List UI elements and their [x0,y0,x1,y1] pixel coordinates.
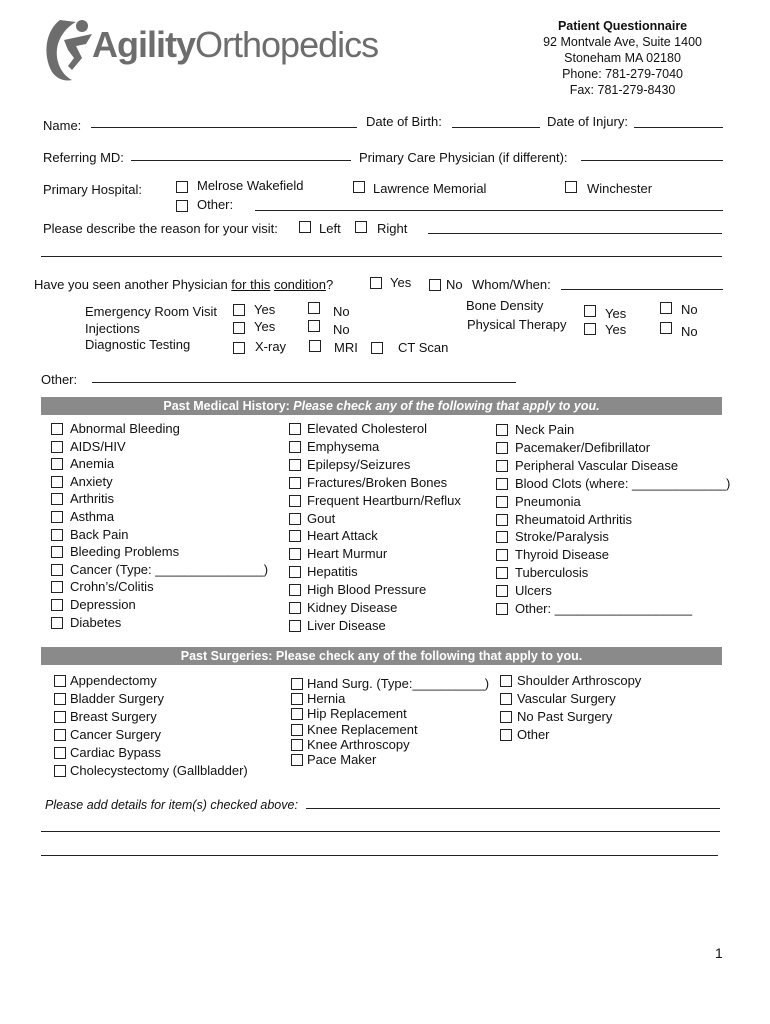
pmh-checkbox-diabetes[interactable] [51,617,63,629]
doi-label: Date of Injury: [547,114,628,129]
seen-yes-checkbox[interactable] [370,277,382,289]
pmh-checkbox-emphysema[interactable] [289,441,301,453]
pmh-checkbox-hepatitis[interactable] [289,566,301,578]
bone-density-label: Bone Density [466,298,544,313]
ct-scan-label: CT Scan [398,340,449,355]
surgery-label: Hernia [307,691,346,707]
pmh-checkbox-cancer-type[interactable] [51,564,63,576]
hospital-other-checkbox[interactable] [176,200,188,212]
phone: Phone: 781-279-7040 [562,67,683,81]
hospital-melrose-checkbox[interactable] [176,181,188,193]
xray-checkbox[interactable] [233,342,245,354]
pmh-checkbox-neck-pain[interactable] [496,424,508,436]
pmh-label: Anxiety [70,473,113,489]
pmh-label: Other: ___________________ [515,601,693,616]
pmh-label: Stroke/Paralysis [515,529,609,545]
pmh-label: Fractures/Broken Bones [307,474,448,490]
pmh-checkbox-other[interactable] [496,603,508,615]
dob-field[interactable] [452,127,540,128]
surgery-checkbox-pace-maker[interactable] [291,754,303,766]
bone-density-no-label: No [681,302,698,317]
surgery-label: Hip Replacement [307,706,407,722]
surgery-checkbox-shoulder-arthroscopy[interactable] [500,675,512,687]
hospital-winchester-checkbox[interactable] [565,181,577,193]
pmh-label: Bleeding Problems [70,544,180,560]
pmh-label: Elevated Cholesterol [307,421,427,436]
er-yes-checkbox[interactable] [233,304,245,316]
pmh-checkbox-anxiety[interactable] [51,476,63,488]
details-field-2[interactable] [41,831,720,832]
injections-yes-label: Yes [254,319,276,334]
clinic-header [543,18,702,98]
bone-density-yes-label: Yes [605,306,627,321]
whom-when-label: Whom/When: [472,277,551,292]
pmh-label: Rheumatoid Arthritis [515,511,633,527]
pmh-label: Frequent Heartburn/Reflux [307,492,461,508]
pt-yes-checkbox[interactable] [584,323,596,335]
pmh-checkbox-frequent-heartburn-reflux[interactable] [289,495,301,507]
hospital-lawrence-checkbox[interactable] [353,181,365,193]
surgery-label: No Past Surgery [517,709,613,724]
injections-yes-checkbox[interactable] [233,322,245,334]
er-label: Emergency Room Visit [85,304,217,319]
pmh-label: Peripheral Vascular Disease [515,457,679,473]
name-label: Name: [43,118,82,133]
pcp-field[interactable] [581,160,723,161]
pmh-label: Thyroid Disease [515,547,609,563]
referring-md-field[interactable] [131,160,351,161]
pmh-label: High Blood Pressure [307,582,427,598]
pmh-checkbox-depression[interactable] [51,599,63,611]
pmh-checkbox-blood-clots-where[interactable] [496,478,508,490]
ct-scan-checkbox[interactable] [371,342,383,354]
pmh-label: Pneumonia [515,493,581,509]
reason-left-label: Left [319,221,341,236]
diagnostic-label: Diagnostic Testing [85,337,191,352]
pmh-checkbox-high-blood-pressure[interactable] [289,584,301,596]
details-field-1[interactable] [306,808,720,809]
pmh-checkbox-ulcers[interactable] [496,585,508,597]
pmh-checkbox-bleeding-problems[interactable] [51,546,63,558]
bone-density-yes-checkbox[interactable] [584,305,596,317]
logo-wordmark: AgilityOrthopedics [92,24,379,65]
surgery-label: Breast Surgery [70,709,157,724]
seen-no-label: No [446,277,463,292]
pmh-checkbox-arthritis[interactable] [51,493,63,505]
pmh-label: Depression [70,597,136,612]
pmh-checkbox-asthma[interactable] [51,511,63,523]
pmh-checkbox-pneumonia[interactable] [496,496,508,508]
pmh-label: Heart Attack [307,528,378,544]
pmh-label: Blood Clots (where: _____________) [515,475,731,491]
pmh-header-bar: Past Medical History: Please check any of the following that apply to you. [41,397,722,415]
surgery-label: Appendectomy [70,673,157,688]
mri-checkbox[interactable] [309,340,321,352]
pmh-label: Epilepsy/Seizures [307,456,411,472]
surgery-checkbox-cholecystectomy-gallbladder[interactable] [54,765,66,777]
pmh-label: Neck Pain [515,422,575,437]
page-number: 1 [715,945,723,961]
seen-physician-question: Have you seen another Physician for this condition? [34,277,334,292]
surgery-checkbox-cancer-surgery[interactable] [54,729,66,741]
referring-md-label: Referring MD: [43,150,124,165]
er-no-checkbox[interactable] [308,302,320,314]
fax: Fax: 781-279-8430 [569,83,676,97]
pmh-label: Liver Disease [307,617,386,633]
surgery-checkbox-breast-surgery[interactable] [54,711,66,723]
pmh-label: Kidney Disease [307,600,398,615]
pmh-label: Asthma [70,509,115,524]
pmh-checkbox-fractures-broken-bones[interactable] [289,477,301,489]
pmh-checkbox-aids-hiv[interactable] [51,441,63,453]
surgery-label: Knee Arthroscopy [307,736,410,752]
er-yes-label: Yes [254,302,276,317]
pmh-label: Tuberculosis [515,565,589,581]
surgery-checkbox-hip-replacement[interactable] [291,708,303,720]
reason-right-checkbox[interactable] [355,221,367,233]
pmh-label: Abnormal Bleeding [70,421,180,436]
pmh-label: Diabetes [70,614,122,630]
address-line-2: Stoneham MA 02180 [564,51,681,65]
surgery-label: Cardiac Bypass [70,745,162,760]
surgery-checkbox-hand-surg-type[interactable] [291,678,303,690]
pmh-label: Emphysema [307,438,380,454]
surgery-checkbox-hernia[interactable] [291,693,303,705]
pmh-checkbox-stroke-paralysis[interactable] [496,531,508,543]
surgeries-header-bar: Past Surgeries: Please check any of the following that apply to you. [41,647,722,665]
pmh-checkbox-heart-murmur[interactable] [289,548,301,560]
reason-left-checkbox[interactable] [299,221,311,233]
surgery-checkbox-other[interactable] [500,729,512,741]
pmh-checkbox-epilepsy-seizures[interactable] [289,459,301,471]
hospital-other-field[interactable] [255,210,723,211]
pmh-label: Anemia [70,456,115,472]
pmh-checkbox-pacemaker-defibrillator[interactable] [496,442,508,454]
reason-field[interactable] [428,233,722,234]
form-title: Patient Questionnaire [557,19,688,33]
pmh-checkbox-back-pain[interactable] [51,529,63,541]
pmh-checkbox-abnormal-bleeding[interactable] [51,423,63,435]
injections-no-label: No [333,322,350,337]
surgery-label: Hand Surg. (Type:__________) [307,676,490,691]
injections-no-checkbox[interactable] [308,320,320,332]
pmh-checkbox-crohn-s-colitis[interactable] [51,581,63,593]
surgery-label: Bladder Surgery [70,691,164,706]
surgery-checkbox-cardiac-bypass[interactable] [54,747,66,759]
pmh-label: Arthritis [70,491,115,507]
pmh-label: Back Pain [70,526,129,542]
pmh-checkbox-elevated-cholesterol[interactable] [289,423,301,435]
er-no-label: No [333,304,350,319]
pmh-label: AIDS/HIV [70,438,126,454]
pmh-label: Hepatitis [307,564,358,580]
pt-no-label: No [681,324,698,339]
pmh-checkbox-tuberculosis[interactable] [496,567,508,579]
pmh-checkbox-rheumatoid-arthritis[interactable] [496,514,508,526]
other-field[interactable] [92,382,516,383]
surgery-checkbox-knee-replacement[interactable] [291,724,303,736]
pt-yes-label: Yes [605,322,627,337]
injections-label: Injections [85,321,140,336]
pmh-label: Ulcers [515,583,552,599]
pmh-checkbox-gout[interactable] [289,513,301,525]
pmh-label: Gout [307,510,336,526]
pmh-checkbox-heart-attack[interactable] [289,530,301,542]
bone-density-no-checkbox[interactable] [660,302,672,314]
pmh-checkbox-thyroid-disease[interactable] [496,549,508,561]
pmh-checkbox-kidney-disease[interactable] [289,602,301,614]
pmh-checkbox-anemia[interactable] [51,458,63,470]
physical-therapy-label: Physical Therapy [467,317,567,332]
reason-right-label: Right [377,221,408,236]
surgery-label: Other [517,727,550,742]
pmh-checkbox-peripheral-vascular-disease[interactable] [496,460,508,472]
pmh-label: Crohn’s/Colitis [70,579,154,595]
details-field-3[interactable] [41,855,718,856]
surgery-checkbox-appendectomy[interactable] [54,675,66,687]
surgery-label: Pace Maker [307,752,377,767]
doi-field[interactable] [634,127,723,128]
hospital-label: Primary Hospital: [43,182,142,197]
other-label: Other: [41,372,78,387]
hospital-lawrence-label: Lawrence Memorial [373,181,487,196]
name-field[interactable] [91,127,357,128]
pmh-checkbox-liver-disease[interactable] [289,620,301,632]
hospital-other-label: Other: [197,197,234,212]
surgery-checkbox-bladder-surgery[interactable] [54,693,66,705]
surgery-checkbox-no-past-surgery[interactable] [500,711,512,723]
pmh-label: Cancer (Type: _______________) [70,561,269,577]
reason-label: Please describe the reason for your visit: [43,221,278,236]
seen-no-checkbox[interactable] [429,279,441,291]
pmh-label: Pacemaker/Defibrillator [515,439,651,455]
reason-field-2[interactable] [41,256,722,257]
address-line-1: 92 Montvale Ave, Suite 1400 [543,35,702,49]
surgery-checkbox-knee-arthroscopy[interactable] [291,739,303,751]
mri-label: MRI [334,340,358,355]
surgery-label: Cancer Surgery [70,727,162,742]
hospital-melrose-label: Melrose Wakefield [197,178,304,193]
xray-label: X-ray [255,339,287,354]
surgery-label: Knee Replacement [307,721,418,737]
whom-when-field[interactable] [561,289,723,290]
surgery-label: Cholecystectomy (Gallbladder) [70,763,248,778]
pt-no-checkbox[interactable] [660,322,672,334]
hospital-winchester-label: Winchester [587,181,653,196]
surgery-label: Shoulder Arthroscopy [517,673,642,688]
dob-label: Date of Birth: [366,114,442,129]
pcp-label: Primary Care Physician (if different): [359,150,568,165]
surgery-checkbox-vascular-surgery[interactable] [500,693,512,705]
surgery-label: Vascular Surgery [517,691,616,706]
seen-yes-label: Yes [390,275,412,290]
details-label: Please add details for item(s) checked above: [45,798,298,812]
pmh-label: Heart Murmur [307,546,388,562]
